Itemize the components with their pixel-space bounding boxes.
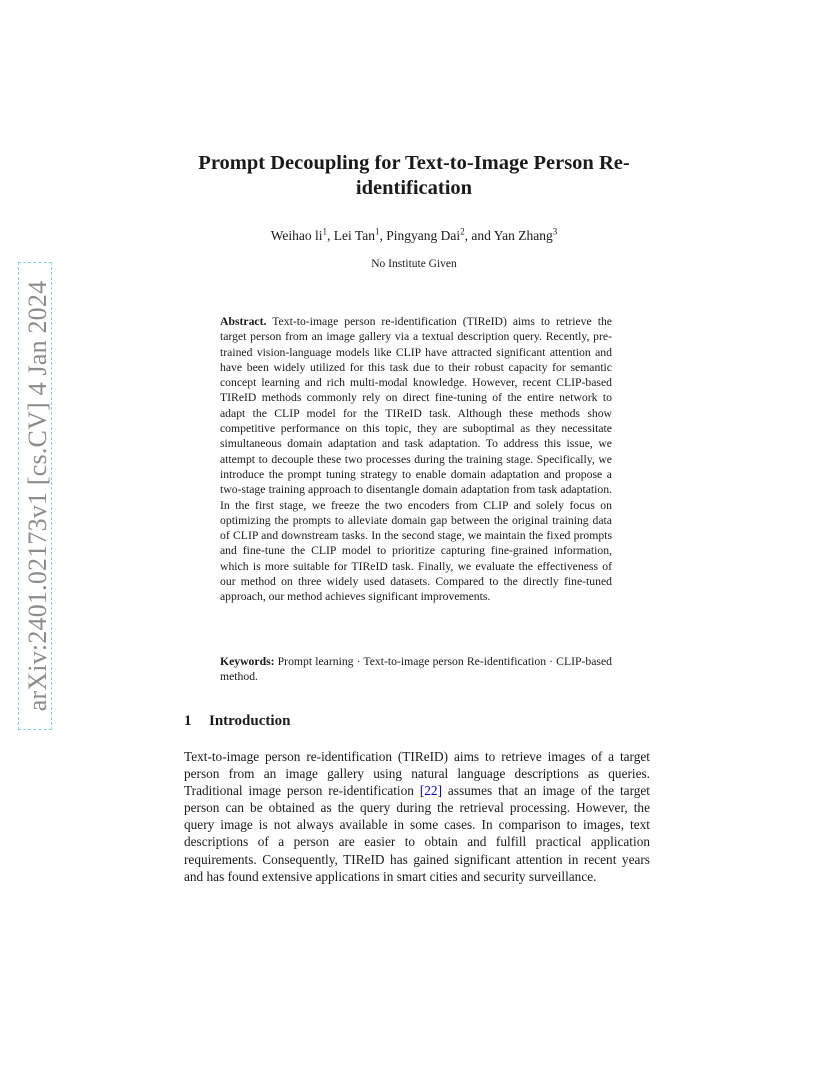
keywords [220, 654, 612, 685]
author-name: Pingyang Dai [386, 228, 461, 243]
arxiv-identifier-stamp: arXiv:2401.02173v1 [cs.CV] 4 Jan 2024 [18, 262, 52, 730]
section-heading [184, 711, 644, 731]
abstract [220, 314, 612, 605]
author-affiliation: 2 [460, 226, 465, 237]
author-name: Lei Tan [333, 228, 375, 243]
section-number: 1 [184, 713, 192, 729]
section-title: Introduction [209, 713, 291, 729]
abstract-label: Abstract. [220, 315, 267, 328]
author-name: Weihao li [270, 228, 323, 243]
institute-line: No Institute Given [371, 258, 457, 270]
author-affiliation: 3 [552, 226, 558, 237]
keywords-text: Prompt learning · Text-to-image person Re-identification · CLIP-based method. [220, 655, 612, 684]
author-name: Yan Zhang [493, 228, 553, 243]
paper-title: Prompt Decoupling for Text-to-Image Person Re-identification [198, 152, 630, 199]
keywords-label: Keywords: [220, 655, 275, 668]
intro-text-part1: Text-to-image person re-identification (TIReID) aims to retrieve images of a target person from an image gallery using natural language descriptions as queries. Traditional image person re-identification [184, 749, 650, 799]
author-affiliation: 1 [322, 226, 328, 237]
citation-link[interactable]: [22] [419, 783, 442, 799]
abstract-text: Text-to-image person re-identification (TIReID) aims to retrieve the target person from an image gallery via a textual description query. Recently, pre-trained vision-language models like CLIP have attracted significant attention and have been widely utilized for this task due to their robust capacity for semantic concept learning and rich multi-modal knowledge. However, recent CLIP-based TIReID methods commonly rely on direct fine-tuning of the entire network to adapt the CLIP model for the TIReID task. Although these methods show competitive performance on this topic, they are suboptimal as they necessitate simultaneous domain adaptation and task adaptation. To address this issue, we attempt to decouple these two processes during the training stage. Specifically, we introduce the prompt tuning strategy to enable domain adaptation and propose a two-stage training approach to disentangle domain adaptation from task adaptation. In the first stage, we freeze the two encoders from CLIP and solely focus on optimizing the prompts to alleviate domain gap between the original training data of CLIP and downstream tasks. In the second stage, we maintain the fixed prompts and fine-tune the CLIP model to prioritize capturing fine-grained information, which is more suitable for TIReID task. Finally, we evaluate the effectiveness of our method on three widely used datasets. Compared to the directly fine-tuned approach, our method achieves significant improvements. [220, 315, 612, 604]
author-list: Weihao $li^1$, Lei Tan$^1$, Pingyang Dai$^2$, and Yan Zhang$^3$ [270, 226, 558, 243]
intro-paragraph [184, 748, 650, 885]
intro-text-part2: assumes that an image of the target person can be obtained as the query during the retrieval processing. However, the query image is not always available in some cases. In comparison to images, text descriptions of a person are easier to obtain and fulfill practical application requirements. Consequently, TIReID has gained significant attention in recent years and has found extensive applications in smart cities and security surveillance. [184, 783, 651, 884]
author-affiliation: 1 [374, 226, 380, 237]
